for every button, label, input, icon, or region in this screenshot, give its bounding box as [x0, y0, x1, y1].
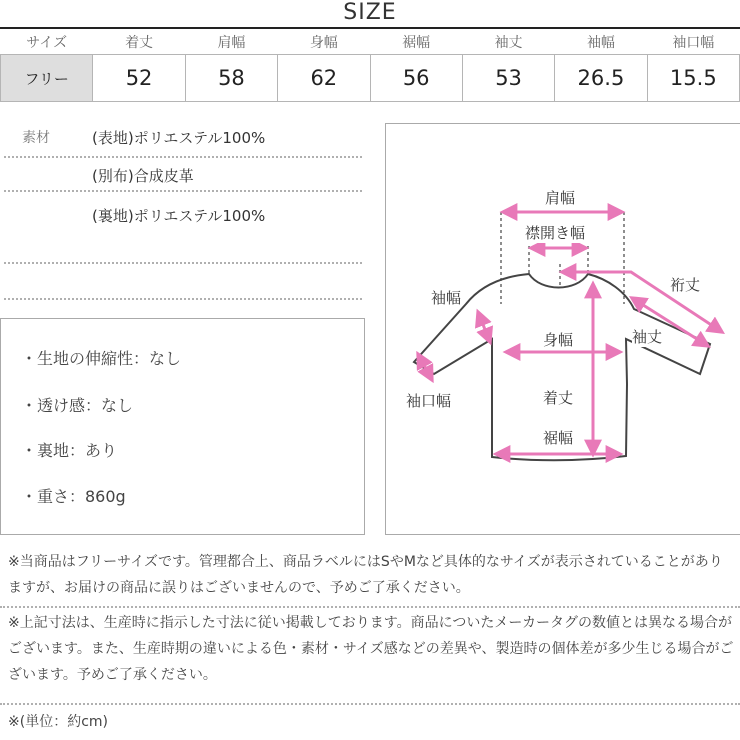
material-line: (別布)合成皮革 — [92, 167, 194, 185]
materials-label: 素材 — [22, 130, 50, 146]
feature-stretch: ・生地の伸縮性：なし — [21, 349, 182, 368]
feature-weight: ・重さ：860g — [21, 487, 126, 506]
label-sleeve-width: 袖幅 — [431, 289, 462, 307]
table-cell: 58 — [185, 55, 277, 102]
header-cell: 袖口幅 — [672, 35, 715, 51]
header-cell: 裾幅 — [402, 35, 431, 51]
label-length: 着丈 — [543, 389, 574, 407]
note-separator — [0, 606, 740, 608]
table-cell: 26.5 — [555, 55, 647, 102]
table-cell: 52 — [93, 55, 185, 102]
header-cell: サイズ — [26, 35, 68, 51]
table-cell: 15.5 — [647, 55, 739, 102]
header-cell: 袖丈 — [494, 35, 523, 51]
material-row — [4, 264, 362, 300]
title-rule — [0, 27, 740, 29]
label-shoulder: 肩幅 — [545, 189, 576, 207]
material-line: (裏地)ポリエステル100% — [92, 207, 266, 225]
header-cell: 身幅 — [309, 35, 338, 51]
table-row — [1, 55, 740, 102]
header-cell: 肩幅 — [217, 35, 246, 51]
label-cuff: 袖口幅 — [406, 392, 452, 410]
table-cell: 56 — [370, 55, 462, 102]
note-free-size: ※当商品はフリーサイズです。管理都合上、商品ラベルにはSやMなど具体的なサイズが表示されていることがありますが、お届けの商品に誤りはございませんので、予めご了承ください。 — [8, 554, 723, 596]
label-body-width: 身幅 — [543, 331, 574, 349]
features-box — [0, 318, 365, 535]
size-name-cell: フリー — [1, 55, 93, 102]
garment-diagram — [385, 123, 740, 535]
material-row — [4, 192, 362, 264]
table-cell: 53 — [462, 55, 554, 102]
note-separator — [0, 703, 740, 705]
label-yuki: 裄丈 — [670, 276, 701, 294]
cuff-arrow — [418, 354, 432, 380]
page-title: SIZE — [343, 0, 397, 25]
material-line: (表地)ポリエステル100% — [92, 129, 266, 147]
sleeve-width-arrow — [478, 312, 490, 342]
feature-lining: ・裏地：あり — [21, 441, 118, 460]
note-measurement: ※上記寸法は、生産時に指示した寸法に従い掲載しております。商品についたメーカータグの数値とは異なる場合がございます。また、生産時期の違いによる色・素材・サイズ感などの差異や、製造時の個体差が多少生じる場合がございます。予めご了承ください。 — [8, 615, 734, 683]
size-table — [0, 30, 740, 102]
label-sleeve-length: 袖丈 — [632, 328, 663, 346]
header-cell: 着丈 — [125, 35, 154, 51]
unit-note: ※(単位：約cm) — [8, 714, 108, 730]
feature-sheer: ・透け感：なし — [21, 396, 134, 415]
label-neck: 襟開き幅 — [525, 224, 586, 242]
header-cell: 袖幅 — [586, 35, 615, 51]
size-table-header-row — [1, 30, 740, 55]
label-hem: 裾幅 — [543, 429, 574, 447]
table-cell: 62 — [278, 55, 370, 102]
